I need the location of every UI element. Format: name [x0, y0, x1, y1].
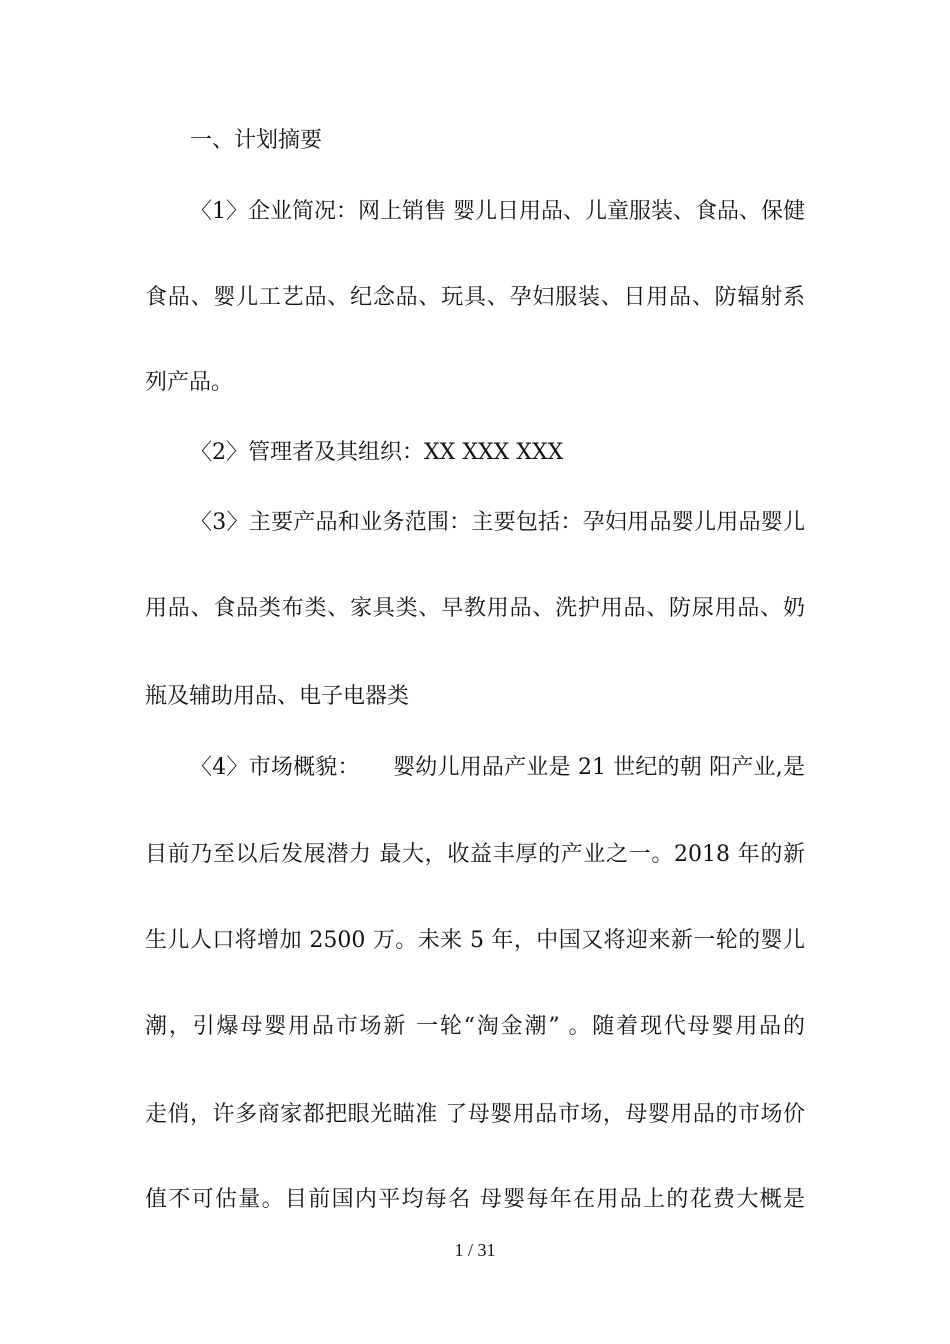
paragraph-line: 食品、婴儿工艺品、纪念品、玩具、孕妇服装、日用品、防辐射系 [145, 285, 805, 310]
paragraph-line: 值不可估量。目前国内平均每名 母婴每年在用品上的花费大概是 [145, 1187, 805, 1212]
paragraph-line: 〈2〉管理者及其组织：XX XXX XXX [190, 440, 564, 465]
paragraph-line: 目前乃至以后发展潜力 最大，收益丰厚的产业之一。2018 年的新 [145, 842, 805, 867]
paragraph-line: 〈4〉市场概貌： 婴幼儿用品产业是 21 世纪的朝 阳产业,是 [190, 755, 805, 780]
paragraph-line: 〈1〉企业简况：网上销售 婴儿日用品、儿童服装、食品、保健 [190, 199, 805, 224]
paragraph-line: 瓶及辅助用品、电子电器类 [145, 684, 410, 709]
page-number: 1 / 31 [454, 1240, 496, 1260]
section-heading: 一、计划摘要 [190, 128, 323, 153]
paragraph-line: 用品、食品类布类、家具类、早教用品、洗护用品、防尿用品、奶 [145, 596, 805, 621]
paragraph-line: 生儿人口将增加 2500 万。未来 5 年，中国又将迎来新一轮的婴儿 [145, 928, 805, 953]
paragraph-line: 走俏，许多商家都把眼光瞄准 了母婴用品市场，母婴用品的市场价 [145, 1102, 805, 1127]
paragraph-line: 列产品。 [145, 370, 234, 395]
paragraph-line: 〈3〉主要产品和业务范围：主要包括：孕妇用品婴儿用品婴儿 [190, 510, 805, 535]
paragraph-line: 潮，引爆母婴用品市场新 一轮“淘金潮” 。随着现代母婴用品的 [145, 1014, 805, 1039]
